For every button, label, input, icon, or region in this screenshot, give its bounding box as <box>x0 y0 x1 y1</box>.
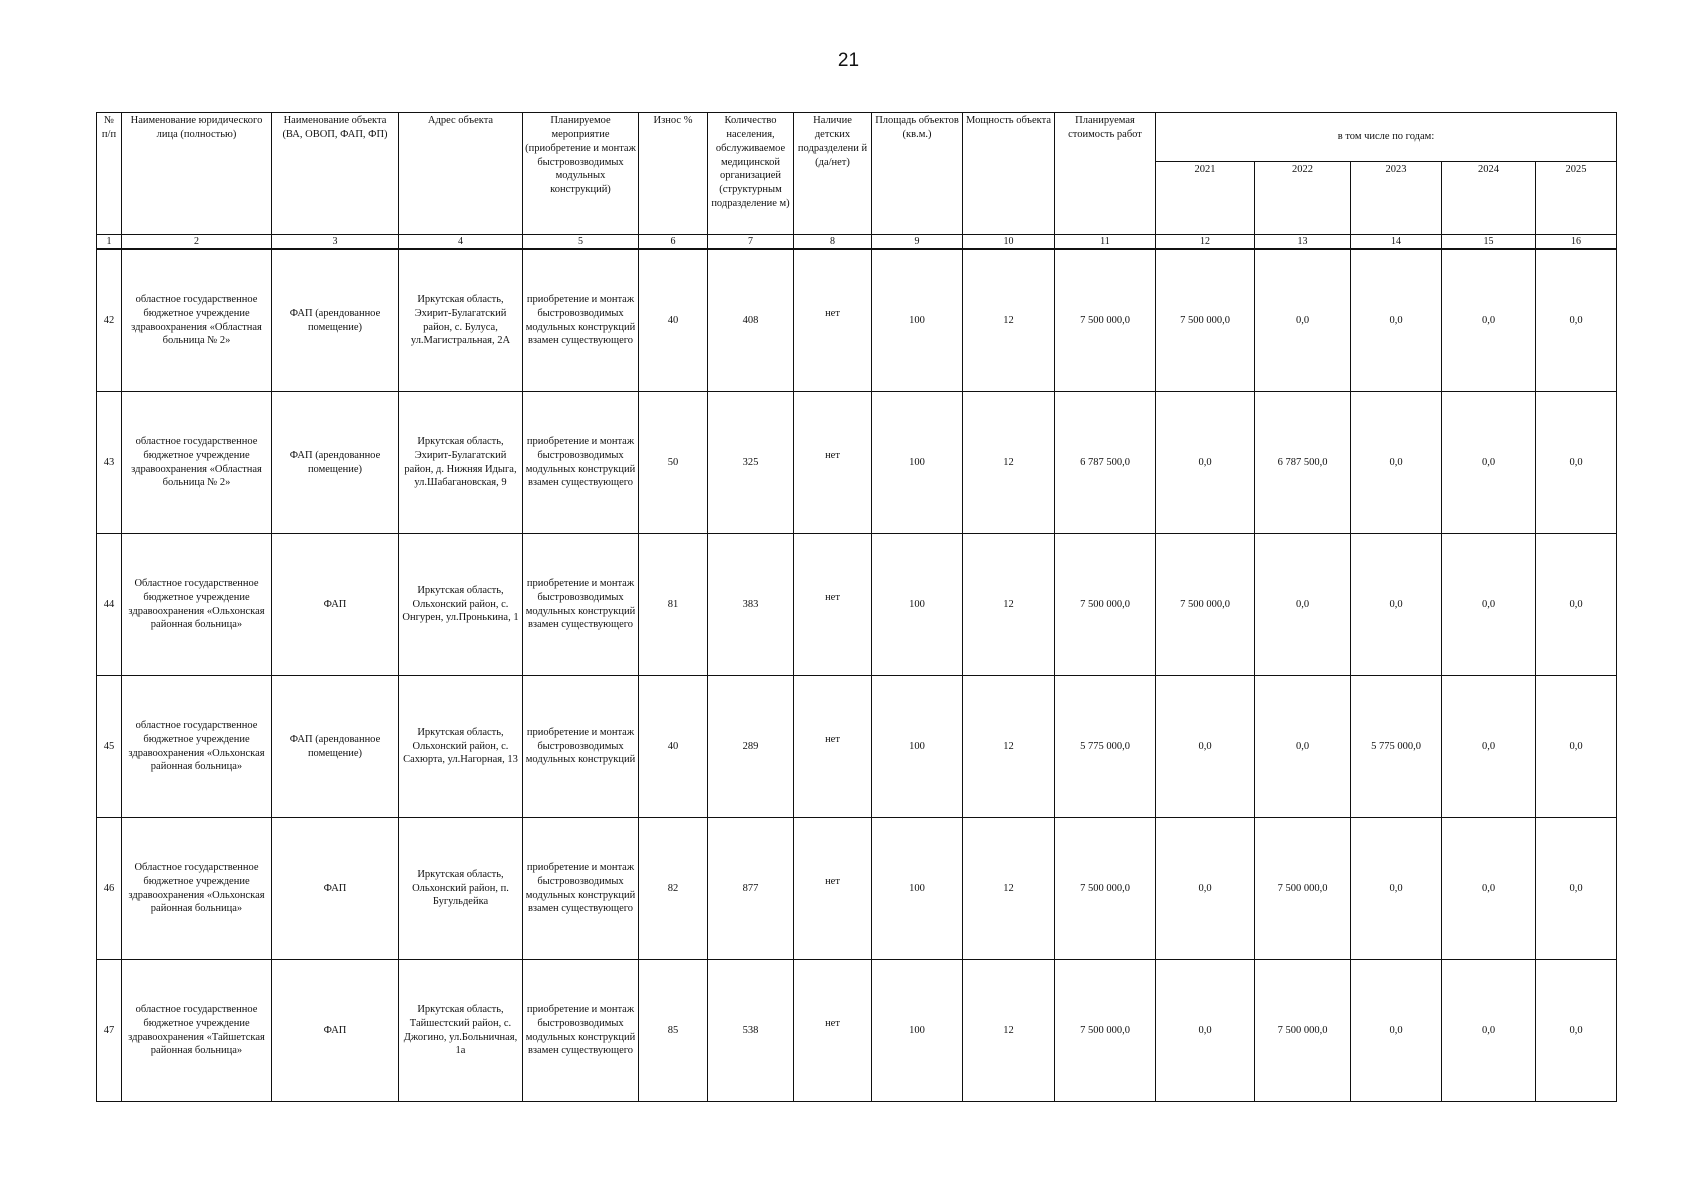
row-number: 44 <box>97 534 122 676</box>
column-number: 3 <box>272 235 399 249</box>
column-number-row <box>97 235 1617 249</box>
children-units: нет <box>794 818 872 960</box>
wear-percent: 81 <box>639 534 708 676</box>
object-capacity: 12 <box>963 392 1055 534</box>
table-row <box>97 392 1617 534</box>
column-number: 6 <box>639 235 708 249</box>
served-population: 408 <box>708 250 794 392</box>
column-number: 16 <box>1536 235 1617 249</box>
cost-2024: 0,0 <box>1442 676 1536 818</box>
table-row <box>97 250 1617 392</box>
legal-entity-name: областное государственное бюджетное учреждение здравоохранения «Областная больница № 2» <box>122 250 272 392</box>
column-number: 8 <box>794 235 872 249</box>
legal-entity-name: областное государственное бюджетное учреждение здравоохранения «Областная больница № 2» <box>122 392 272 534</box>
wear-percent: 40 <box>639 676 708 818</box>
legal-entity-name: областное государственное бюджетное учреждение здравоохранения «Ольхонская районная больница» <box>122 676 272 818</box>
object-area: 100 <box>872 392 963 534</box>
planned-cost: 7 500 000,0 <box>1055 534 1156 676</box>
column-number: 10 <box>963 235 1055 249</box>
children-units: нет <box>794 534 872 676</box>
header-row <box>97 113 1617 162</box>
cost-2025: 0,0 <box>1536 534 1617 676</box>
planned-measure: приобретение и монтаж быстровозводимых модульных конструкций взамен существующего <box>523 250 639 392</box>
column-number: 14 <box>1351 235 1442 249</box>
row-number: 47 <box>97 960 122 1102</box>
header-year-2024: 2024 <box>1442 162 1536 235</box>
header-years-group: в том числе по годам: <box>1156 113 1617 162</box>
cost-2021: 0,0 <box>1156 676 1255 818</box>
table-row <box>97 534 1617 676</box>
children-units: нет <box>794 392 872 534</box>
cost-2024: 0,0 <box>1442 818 1536 960</box>
planned-cost: 7 500 000,0 <box>1055 960 1156 1102</box>
table-row <box>97 818 1617 960</box>
row-number: 43 <box>97 392 122 534</box>
header-cost: Планируемая стоимость работ <box>1055 113 1156 235</box>
object-name: ФАП (арендованное помещение) <box>272 250 399 392</box>
cost-2023: 0,0 <box>1351 392 1442 534</box>
object-name: ФАП <box>272 960 399 1102</box>
cost-2022: 0,0 <box>1255 250 1351 392</box>
planned-measure: приобретение и монтаж быстровозводимых модульных конструкций взамен существующего <box>523 392 639 534</box>
cost-2025: 0,0 <box>1536 960 1617 1102</box>
cost-2022: 6 787 500,0 <box>1255 392 1351 534</box>
object-address: Иркутская область, Ольхонский район, с. Онгурен, ул.Пронькина, 1 <box>399 534 523 676</box>
planned-measure: приобретение и монтаж быстровозводимых модульных конструкций взамен существующего <box>523 534 639 676</box>
object-capacity: 12 <box>963 818 1055 960</box>
served-population: 538 <box>708 960 794 1102</box>
object-address: Иркутская область, Ольхонский район, с. Сахюрта, ул.Нагорная, 13 <box>399 676 523 818</box>
object-capacity: 12 <box>963 960 1055 1102</box>
header-year-2021: 2021 <box>1156 162 1255 235</box>
cost-2022: 7 500 000,0 <box>1255 960 1351 1102</box>
investment-table <box>96 112 1617 1102</box>
object-address: Иркутская область, Тайшестский район, с. Джогино, ул.Больничная, 1а <box>399 960 523 1102</box>
cost-2023: 0,0 <box>1351 534 1442 676</box>
object-name: ФАП <box>272 534 399 676</box>
header-year-2022: 2022 <box>1255 162 1351 235</box>
object-address: Иркутская область, Эхирит-Булагатский район, с. Булуса, ул.Магистральная, 2А <box>399 250 523 392</box>
row-number: 46 <box>97 818 122 960</box>
header-object: Наименование объекта (ВА, ОВОП, ФАП, ФП) <box>272 113 399 235</box>
cost-2025: 0,0 <box>1536 676 1617 818</box>
row-number: 45 <box>97 676 122 818</box>
planned-measure: приобретение и монтаж быстровозводимых модульных конструкций <box>523 676 639 818</box>
column-number: 12 <box>1156 235 1255 249</box>
header-area: Площадь объектов (кв.м.) <box>872 113 963 235</box>
column-number: 1 <box>97 235 122 249</box>
cost-2022: 7 500 000,0 <box>1255 818 1351 960</box>
object-address: Иркутская область, Эхирит-Булагатский район, д. Нижняя Идыга, ул.Шабагановская, 9 <box>399 392 523 534</box>
cost-2023: 5 775 000,0 <box>1351 676 1442 818</box>
page-number: 21 <box>837 50 860 71</box>
wear-percent: 85 <box>639 960 708 1102</box>
header-children: Наличие детских подразделени й (да/нет) <box>794 113 872 235</box>
column-number: 9 <box>872 235 963 249</box>
cost-2024: 0,0 <box>1442 392 1536 534</box>
children-units: нет <box>794 676 872 818</box>
cost-2025: 0,0 <box>1536 250 1617 392</box>
header-measure: Планируемое мероприятие (приобретение и монтаж быстровозводимых модульных конструкций) <box>523 113 639 235</box>
object-name: ФАП (арендованное помещение) <box>272 676 399 818</box>
object-name: ФАП (арендованное помещение) <box>272 392 399 534</box>
planned-cost: 7 500 000,0 <box>1055 250 1156 392</box>
cost-2024: 0,0 <box>1442 534 1536 676</box>
object-area: 100 <box>872 250 963 392</box>
cost-2023: 0,0 <box>1351 960 1442 1102</box>
planned-cost: 5 775 000,0 <box>1055 676 1156 818</box>
cost-2021: 0,0 <box>1156 818 1255 960</box>
planned-cost: 6 787 500,0 <box>1055 392 1156 534</box>
column-number: 13 <box>1255 235 1351 249</box>
wear-percent: 82 <box>639 818 708 960</box>
column-number: 4 <box>399 235 523 249</box>
served-population: 325 <box>708 392 794 534</box>
column-number: 11 <box>1055 235 1156 249</box>
cost-2021: 7 500 000,0 <box>1156 250 1255 392</box>
column-number: 2 <box>122 235 272 249</box>
cost-2025: 0,0 <box>1536 818 1617 960</box>
wear-percent: 50 <box>639 392 708 534</box>
header-year-2023: 2023 <box>1351 162 1442 235</box>
served-population: 877 <box>708 818 794 960</box>
column-number: 15 <box>1442 235 1536 249</box>
object-capacity: 12 <box>963 676 1055 818</box>
object-area: 100 <box>872 818 963 960</box>
cost-2023: 0,0 <box>1351 818 1442 960</box>
object-area: 100 <box>872 960 963 1102</box>
cost-2021: 0,0 <box>1156 960 1255 1102</box>
object-name: ФАП <box>272 818 399 960</box>
planned-cost: 7 500 000,0 <box>1055 818 1156 960</box>
cost-2024: 0,0 <box>1442 250 1536 392</box>
children-units: нет <box>794 960 872 1102</box>
object-area: 100 <box>872 676 963 818</box>
cost-2022: 0,0 <box>1255 534 1351 676</box>
table-row <box>97 676 1617 818</box>
cost-2024: 0,0 <box>1442 960 1536 1102</box>
cost-2021: 7 500 000,0 <box>1156 534 1255 676</box>
column-number: 7 <box>708 235 794 249</box>
planned-measure: приобретение и монтаж быстровозводимых модульных конструкций взамен существующего <box>523 960 639 1102</box>
object-address: Иркутская область, Ольхонский район, п. Бугульдейка <box>399 818 523 960</box>
legal-entity-name: Областное государственное бюджетное учреждение здравоохранения «Ольхонская районная больница» <box>122 534 272 676</box>
legal-entity-name: Областное государственное бюджетное учреждение здравоохранения «Ольхонская районная больница» <box>122 818 272 960</box>
row-number: 42 <box>97 250 122 392</box>
planned-measure: приобретение и монтаж быстровозводимых модульных конструкций взамен существующего <box>523 818 639 960</box>
table-row <box>97 960 1617 1102</box>
header-entity: Наименование юридического лица (полностью) <box>122 113 272 235</box>
header-wear: Износ % <box>639 113 708 235</box>
cost-2022: 0,0 <box>1255 676 1351 818</box>
header-capacity: Мощность объекта <box>963 113 1055 235</box>
header-address: Адрес объекта <box>399 113 523 235</box>
served-population: 289 <box>708 676 794 818</box>
children-units: нет <box>794 250 872 392</box>
wear-percent: 40 <box>639 250 708 392</box>
header-population: Количество населения, обслуживаемое медицинской организацией (структурным подразделение м) <box>708 113 794 235</box>
served-population: 383 <box>708 534 794 676</box>
object-area: 100 <box>872 534 963 676</box>
header-year-2025: 2025 <box>1536 162 1617 235</box>
header-num: № п/п <box>97 113 122 235</box>
column-number: 5 <box>523 235 639 249</box>
cost-2021: 0,0 <box>1156 392 1255 534</box>
object-capacity: 12 <box>963 250 1055 392</box>
cost-2023: 0,0 <box>1351 250 1442 392</box>
legal-entity-name: областное государственное бюджетное учреждение здравоохранения «Тайшетская районная больница» <box>122 960 272 1102</box>
cost-2025: 0,0 <box>1536 392 1617 534</box>
object-capacity: 12 <box>963 534 1055 676</box>
